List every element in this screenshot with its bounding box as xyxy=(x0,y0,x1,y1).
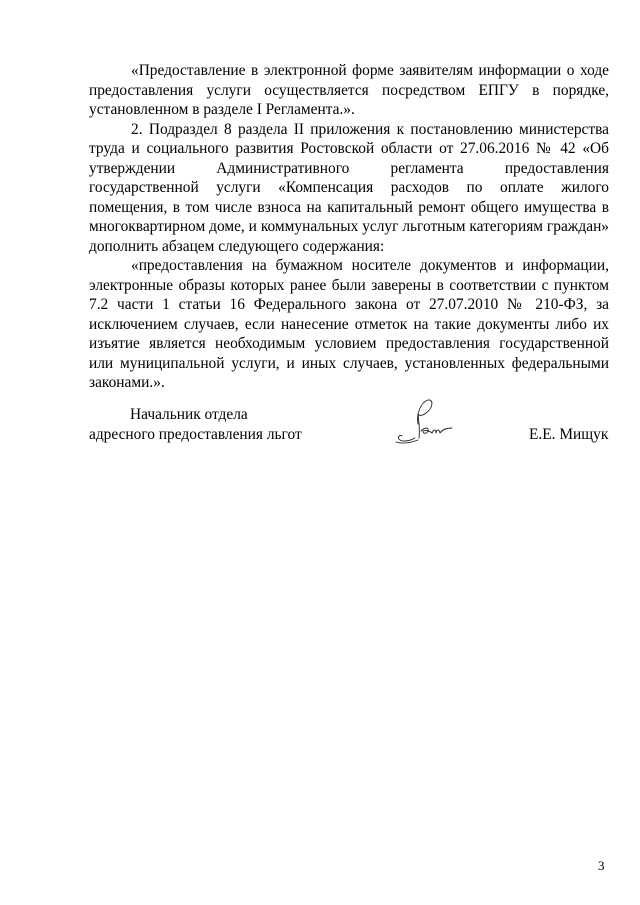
paragraph-paper-documents: «предоставления на бумажном носителе документов и информации, электронные образы которых ранее были заверены в соответствии с пунктом 7.2 части 1 статьи 16 Федерального закона от 27.07.2010 № 210-ФЗ, за исключением случаев, если нанесение отметок на такие документы либо их изъятие является необходимым условием предоставления государственной или муниципальной услуги, и иных случаев, установленных федеральными законами.». xyxy=(89,257,609,391)
document-body xyxy=(89,61,609,393)
signatory-name: Е.Е. Мищук xyxy=(529,426,609,443)
signatory-title-line1: Начальник отдела xyxy=(130,406,248,423)
paragraph-epgu-info: «Предоставление в электронной форме заявителям информации о ходе предоставления услуги осуществляется посредством ЕПГУ в порядке, установленном в разделе I Регламента.». xyxy=(89,62,609,118)
paragraph-subsection-8: 2. Подраздел 8 раздела II приложения к постановлению министерства труда и социального развития Ростовской области от 27.06.2016 № 42 «Об утверждении Административного регламента предоставления государственной услуги «Компенсация расходов по оплате жилого помещения, в том числе взноса на капитальный ремонт общего имущества в многоквартирном доме, и коммунальных услуг льготным категориям граждан» дополнить абзацем следующего содержания: xyxy=(89,120,609,255)
page-number: 3 xyxy=(598,858,605,873)
handwritten-signature xyxy=(388,394,456,450)
signatory-title-line2: адресного предоставления льгот xyxy=(89,426,302,443)
signatory-title xyxy=(89,405,302,445)
